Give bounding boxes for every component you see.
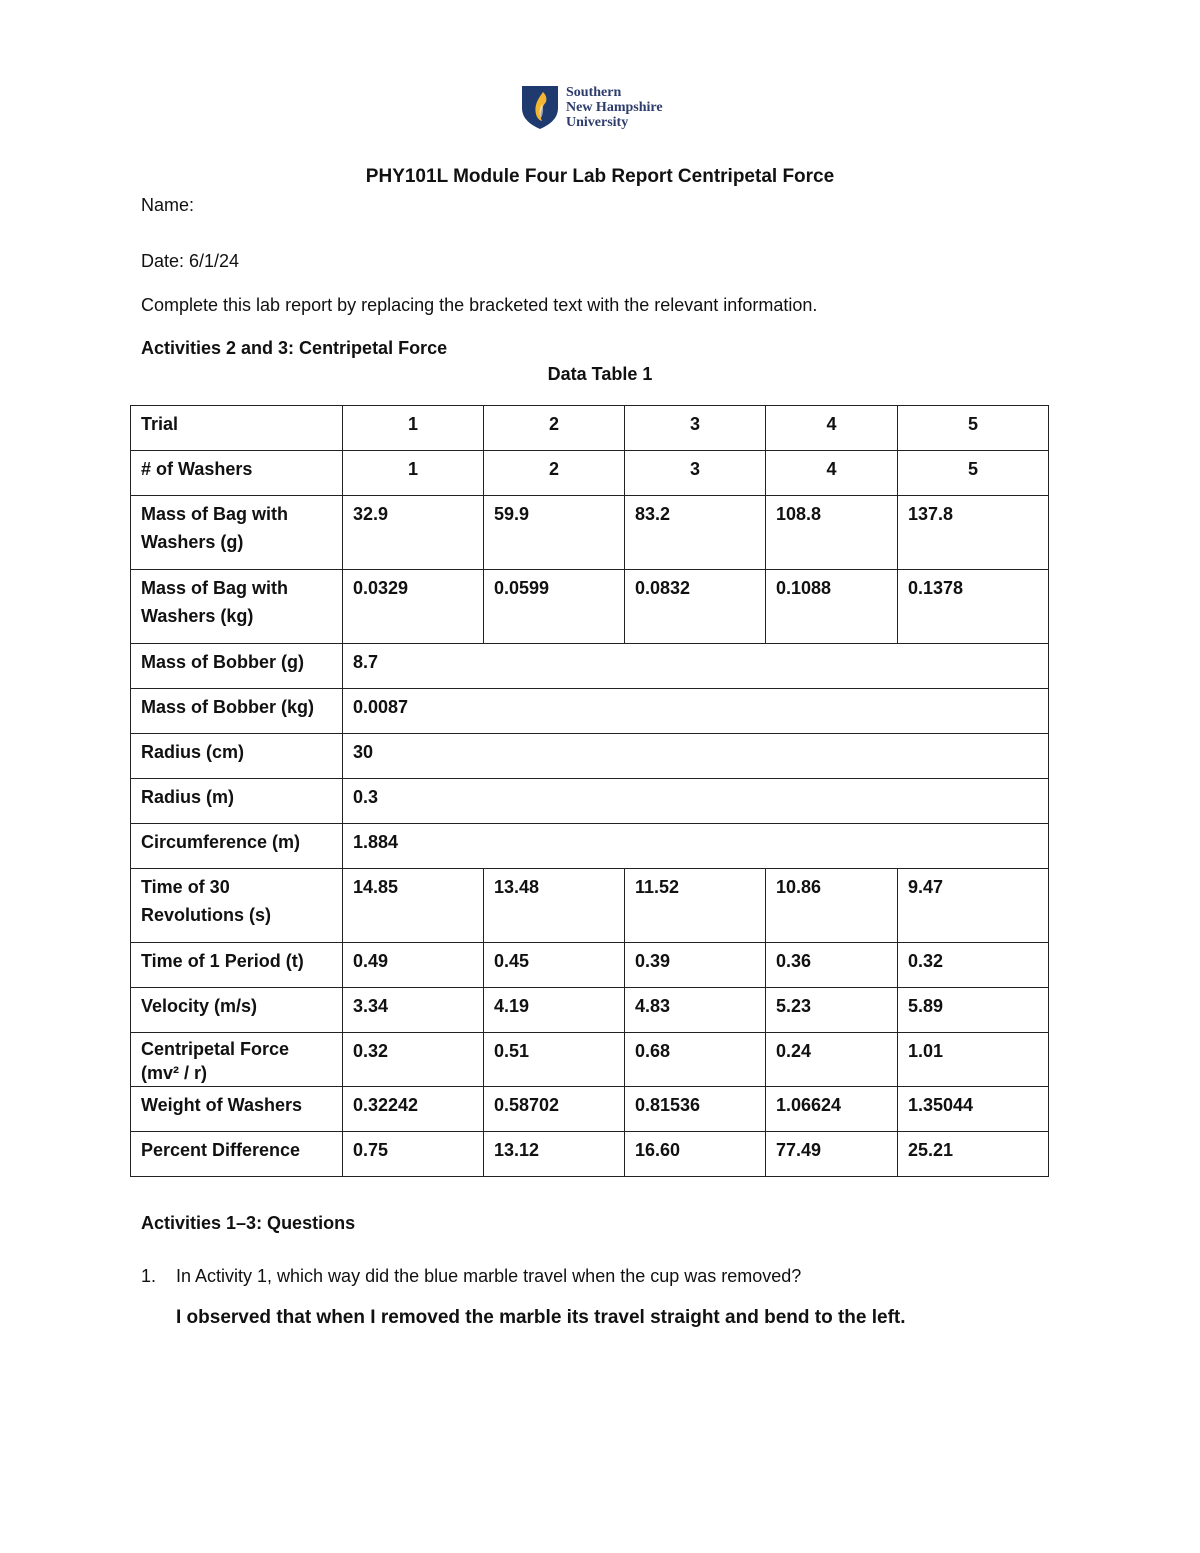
table-cell: 0.1088 bbox=[766, 570, 898, 644]
table-cell: 4 bbox=[766, 451, 898, 496]
table-cell: 0.0329 bbox=[343, 570, 484, 644]
section-heading-questions: Activities 1–3: Questions bbox=[141, 1213, 356, 1233]
logo-line-3: University bbox=[566, 114, 629, 130]
table-cell: 0.81536 bbox=[625, 1087, 766, 1132]
row-label: Circumference (m) bbox=[131, 824, 343, 869]
table-cell: 0.75 bbox=[343, 1132, 484, 1177]
table-cell: 0.3 bbox=[343, 779, 1049, 824]
table-cell: 137.8 bbox=[898, 496, 1049, 570]
table-row-period bbox=[131, 943, 1049, 988]
table-cell: 13.48 bbox=[484, 869, 625, 943]
table-row-washers bbox=[131, 451, 1049, 496]
row-label: Radius (m) bbox=[131, 779, 343, 824]
table-cell: 0.39 bbox=[625, 943, 766, 988]
table-cell: 10.86 bbox=[766, 869, 898, 943]
table-cell: 83.2 bbox=[625, 496, 766, 570]
table-cell: 0.0832 bbox=[625, 570, 766, 644]
table-row-radius-m bbox=[131, 779, 1049, 824]
table-cell: 4.83 bbox=[625, 988, 766, 1033]
table-cell: 1 bbox=[343, 406, 484, 451]
table-cell: 2 bbox=[484, 406, 625, 451]
section-heading-centripetal: Activities 2 and 3: Centripetal Force bbox=[141, 338, 448, 358]
table-cell: 5.89 bbox=[898, 988, 1049, 1033]
table-row-bobber-kg bbox=[131, 689, 1049, 734]
table-cell: 3 bbox=[625, 406, 766, 451]
logo-line-1: Southern bbox=[566, 84, 622, 100]
table-cell: 0.32 bbox=[343, 1033, 484, 1087]
table-cell: 0.24 bbox=[766, 1033, 898, 1087]
row-label: Trial bbox=[131, 406, 343, 451]
table-cell: 108.8 bbox=[766, 496, 898, 570]
logo-line-2: New Hampshire bbox=[566, 99, 663, 115]
question-number: 1. bbox=[141, 1266, 157, 1286]
table-row-mass-kg bbox=[131, 570, 1049, 644]
table-cell: 5 bbox=[898, 451, 1049, 496]
table-cell: 30 bbox=[343, 734, 1049, 779]
row-label: Mass of Bag with Washers (kg) bbox=[131, 570, 343, 644]
table-cell: 1.01 bbox=[898, 1033, 1049, 1087]
table-cell: 13.12 bbox=[484, 1132, 625, 1177]
table-cell: 1.884 bbox=[343, 824, 1049, 869]
table-caption: Data Table 1 bbox=[547, 364, 653, 384]
table-cell: 0.0599 bbox=[484, 570, 625, 644]
table-cell: 1.06624 bbox=[766, 1087, 898, 1132]
row-label: Percent Difference bbox=[131, 1132, 343, 1177]
shield-flame-icon bbox=[520, 84, 560, 130]
row-label: Centripetal Force (mv² / r) bbox=[131, 1033, 343, 1087]
table-row-time-30 bbox=[131, 869, 1049, 943]
table-row-weight bbox=[131, 1087, 1049, 1132]
row-label: Velocity (m/s) bbox=[131, 988, 343, 1033]
table-cell: 0.49 bbox=[343, 943, 484, 988]
table-row-centripetal-force bbox=[131, 1033, 1049, 1087]
table-cell: 0.36 bbox=[766, 943, 898, 988]
name-label: Name: bbox=[141, 195, 195, 215]
row-label: Weight of Washers bbox=[131, 1087, 343, 1132]
table-row-trial bbox=[131, 406, 1049, 451]
table-cell: 3 bbox=[625, 451, 766, 496]
table-cell: 0.32242 bbox=[343, 1087, 484, 1132]
table-row-mass-g bbox=[131, 496, 1049, 570]
row-label: Mass of Bobber (g) bbox=[131, 644, 343, 689]
table-cell: 25.21 bbox=[898, 1132, 1049, 1177]
answer-text: I observed that when I removed the marble its travel straight and bend to the left. bbox=[176, 1307, 906, 1328]
table-cell: 0.58702 bbox=[484, 1087, 625, 1132]
table-row-percent-difference bbox=[131, 1132, 1049, 1177]
table-cell: 0.32 bbox=[898, 943, 1049, 988]
table-cell: 5 bbox=[898, 406, 1049, 451]
table-cell: 1.35044 bbox=[898, 1087, 1049, 1132]
table-cell: 4 bbox=[766, 406, 898, 451]
table-cell: 9.47 bbox=[898, 869, 1049, 943]
table-cell: 2 bbox=[484, 451, 625, 496]
table-row-bobber-g bbox=[131, 644, 1049, 689]
table-cell: 11.52 bbox=[625, 869, 766, 943]
table-cell: 5.23 bbox=[766, 988, 898, 1033]
table-cell: 32.9 bbox=[343, 496, 484, 570]
data-table bbox=[130, 405, 1049, 1177]
table-cell: 59.9 bbox=[484, 496, 625, 570]
table-cell: 0.45 bbox=[484, 943, 625, 988]
row-label: Time of 1 Period (t) bbox=[131, 943, 343, 988]
snhu-logo bbox=[520, 84, 663, 130]
table-cell: 77.49 bbox=[766, 1132, 898, 1177]
page-title: PHY101L Module Four Lab Report Centripetal Force bbox=[365, 166, 835, 187]
date-label: Date: 6/1/24 bbox=[141, 251, 240, 271]
table-cell: 1 bbox=[343, 451, 484, 496]
table-cell: 8.7 bbox=[343, 644, 1049, 689]
table-cell: 0.51 bbox=[484, 1033, 625, 1087]
row-label: Time of 30 Revolutions (s) bbox=[131, 869, 343, 943]
table-cell: 4.19 bbox=[484, 988, 625, 1033]
table-cell: 0.0087 bbox=[343, 689, 1049, 734]
table-cell: 14.85 bbox=[343, 869, 484, 943]
instructions: Complete this lab report by replacing the bracketed text with the relevant information. bbox=[141, 295, 818, 315]
row-label: # of Washers bbox=[131, 451, 343, 496]
question-text: In Activity 1, which way did the blue marble travel when the cup was removed? bbox=[176, 1266, 802, 1286]
table-cell: 16.60 bbox=[625, 1132, 766, 1177]
table-row-velocity bbox=[131, 988, 1049, 1033]
table-cell: 0.68 bbox=[625, 1033, 766, 1087]
table-cell: 3.34 bbox=[343, 988, 484, 1033]
row-label: Mass of Bag with Washers (g) bbox=[131, 496, 343, 570]
table-row-circumference bbox=[131, 824, 1049, 869]
table-cell: 0.1378 bbox=[898, 570, 1049, 644]
row-label: Radius (cm) bbox=[131, 734, 343, 779]
row-label: Mass of Bobber (kg) bbox=[131, 689, 343, 734]
table-row-radius-cm bbox=[131, 734, 1049, 779]
